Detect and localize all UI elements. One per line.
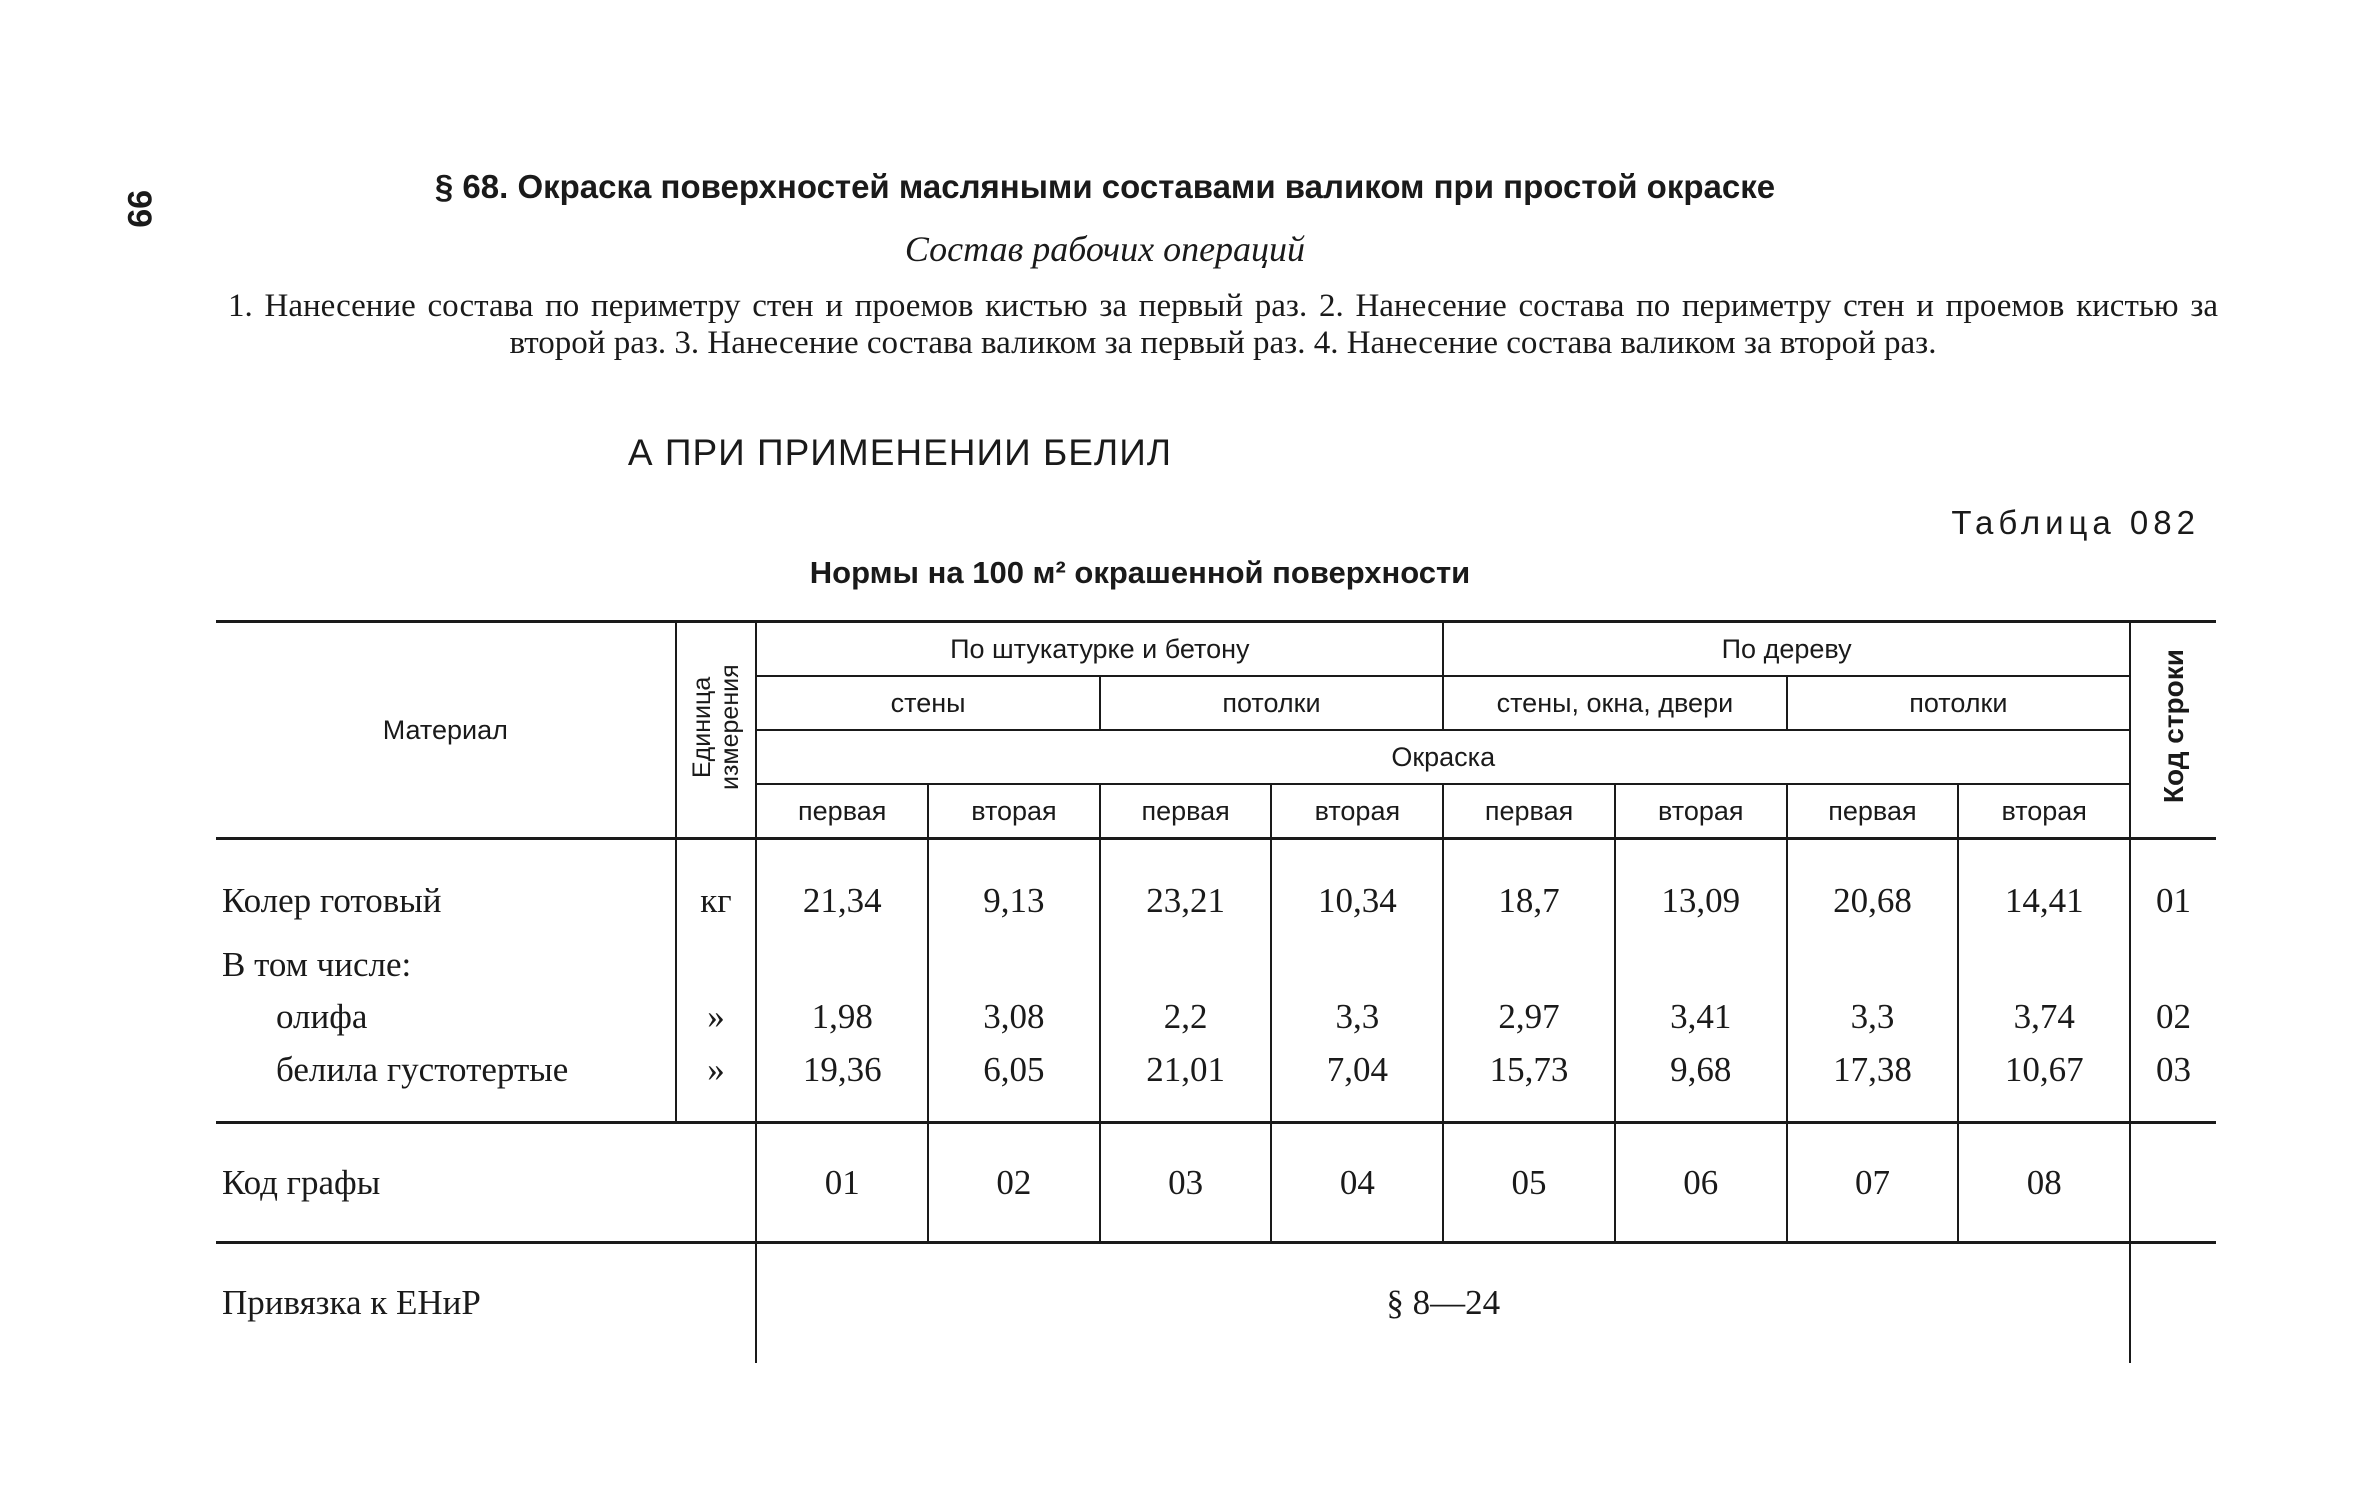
row-code bbox=[2130, 939, 2216, 991]
row-value: 19,36 bbox=[756, 1043, 928, 1123]
header-pass: вторая bbox=[1615, 784, 1787, 839]
row-value: 3,41 bbox=[1615, 991, 1787, 1043]
row-value: 15,73 bbox=[1443, 1043, 1615, 1123]
row-value: 13,09 bbox=[1615, 839, 1787, 939]
header-walls-windows-doors: стены, окна, двери bbox=[1443, 676, 1786, 730]
header-pass: вторая bbox=[1958, 784, 2130, 839]
header-pass: первая bbox=[1443, 784, 1615, 839]
row-value: 1,98 bbox=[756, 991, 928, 1043]
header-pass: вторая bbox=[928, 784, 1100, 839]
header-pass: первая bbox=[1100, 784, 1272, 839]
header-pass: первая bbox=[756, 784, 928, 839]
row-value: 21,34 bbox=[756, 839, 928, 939]
section-heading: § 68. Окраска поверхностей масляными составами валиком при простой окраске bbox=[434, 168, 1776, 205]
column-codes-label: Код графы bbox=[222, 1162, 381, 1202]
row-value bbox=[1787, 939, 1959, 991]
header-walls: стены bbox=[756, 676, 1099, 730]
column-code: 01 bbox=[756, 1123, 928, 1243]
row-value: 3,08 bbox=[928, 991, 1100, 1043]
header-material: Материал bbox=[216, 622, 676, 839]
subsection-title: А ПРИ ПРИМЕНЕНИИ БЕЛИЛ bbox=[627, 432, 1173, 473]
row-unit: » bbox=[676, 1043, 757, 1123]
row-value bbox=[1615, 939, 1787, 991]
row-value: 18,7 bbox=[1443, 839, 1615, 939]
norms-table bbox=[216, 620, 2216, 1363]
row-value: 6,05 bbox=[928, 1043, 1100, 1123]
row-material-name: Колер готовый bbox=[222, 881, 442, 921]
column-code: 03 bbox=[1100, 1123, 1272, 1243]
column-code: 05 bbox=[1443, 1123, 1615, 1243]
row-value bbox=[1100, 939, 1272, 991]
row-value bbox=[1271, 939, 1443, 991]
column-code: 08 bbox=[1958, 1123, 2130, 1243]
row-value: 2,97 bbox=[1443, 991, 1615, 1043]
table-row bbox=[216, 939, 2216, 991]
page-number: 99 bbox=[120, 190, 158, 228]
header-row-code-text: Код строки bbox=[2157, 649, 2189, 804]
row-material-name: белила густотертые bbox=[276, 1049, 569, 1089]
enir-empty bbox=[2130, 1243, 2216, 1363]
row-value: 9,68 bbox=[1615, 1043, 1787, 1123]
row-value: 20,68 bbox=[1787, 839, 1959, 939]
row-value: 14,41 bbox=[1958, 839, 2130, 939]
row-unit: кг bbox=[676, 839, 757, 939]
operations-text: 1. Нанесение состава по периметру стен и проемов кистью за первый раз. 2. Нанесение состава по периметру стен и проемов кистью за второй раз. 3. Нанесение состава валиком за первый раз. 4. Нанесение состава валиком за второй раз. bbox=[228, 288, 2218, 361]
row-unit bbox=[676, 939, 757, 991]
header-pass: первая bbox=[1787, 784, 1959, 839]
row-code: 01 bbox=[2130, 839, 2216, 939]
column-code: 04 bbox=[1271, 1123, 1443, 1243]
table-row bbox=[216, 1043, 2216, 1123]
header-unit-text: Единица измерения bbox=[687, 663, 744, 790]
row-value: 7,04 bbox=[1271, 1043, 1443, 1123]
row-code: 03 bbox=[2130, 1043, 2216, 1123]
row-value bbox=[1958, 939, 2130, 991]
column-code: 02 bbox=[928, 1123, 1100, 1243]
row-value: 9,13 bbox=[928, 839, 1100, 939]
norms-title: Нормы на 100 м² окрашенной поверхности bbox=[809, 555, 1471, 590]
header-row-1 bbox=[216, 622, 2216, 677]
row-value: 3,3 bbox=[1271, 991, 1443, 1043]
header-unit bbox=[676, 622, 757, 839]
row-value: 21,01 bbox=[1100, 1043, 1272, 1123]
operations-title: Состав рабочих операций bbox=[904, 229, 1306, 269]
enir-value: § 8—24 bbox=[756, 1243, 2130, 1363]
row-value: 10,34 bbox=[1271, 839, 1443, 939]
row-material-name: В том числе: bbox=[222, 944, 412, 984]
header-ceilings: потолки bbox=[1100, 676, 1443, 730]
row-code: 02 bbox=[2130, 991, 2216, 1043]
header-row-code bbox=[2130, 622, 2216, 839]
header-ceilings-wood: потолки bbox=[1787, 676, 2130, 730]
row-value bbox=[756, 939, 928, 991]
table-row bbox=[216, 991, 2216, 1043]
row-value: 23,21 bbox=[1100, 839, 1272, 939]
column-code-empty bbox=[2130, 1123, 2216, 1243]
row-value bbox=[1443, 939, 1615, 991]
row-value: 17,38 bbox=[1787, 1043, 1959, 1123]
row-value: 3,74 bbox=[1958, 991, 2130, 1043]
row-material-name: олифа bbox=[276, 996, 368, 1036]
table-row bbox=[216, 839, 2216, 939]
column-codes-row bbox=[216, 1123, 2216, 1243]
header-pass: вторая bbox=[1271, 784, 1443, 839]
column-code: 06 bbox=[1615, 1123, 1787, 1243]
enir-label: Привязка к ЕНиР bbox=[222, 1283, 481, 1323]
row-value: 2,2 bbox=[1100, 991, 1272, 1043]
header-group-plaster: По штукатурке и бетону bbox=[756, 622, 1443, 677]
row-value bbox=[928, 939, 1100, 991]
row-value: 10,67 bbox=[1958, 1043, 2130, 1123]
row-value: 3,3 bbox=[1787, 991, 1959, 1043]
row-unit: » bbox=[676, 991, 757, 1043]
header-group-wood: По дереву bbox=[1443, 622, 2130, 677]
enir-row bbox=[216, 1243, 2216, 1363]
table-label: Таблица 082 bbox=[1951, 504, 2200, 541]
column-code: 07 bbox=[1787, 1123, 1959, 1243]
header-painting: Окраска bbox=[756, 730, 2130, 784]
